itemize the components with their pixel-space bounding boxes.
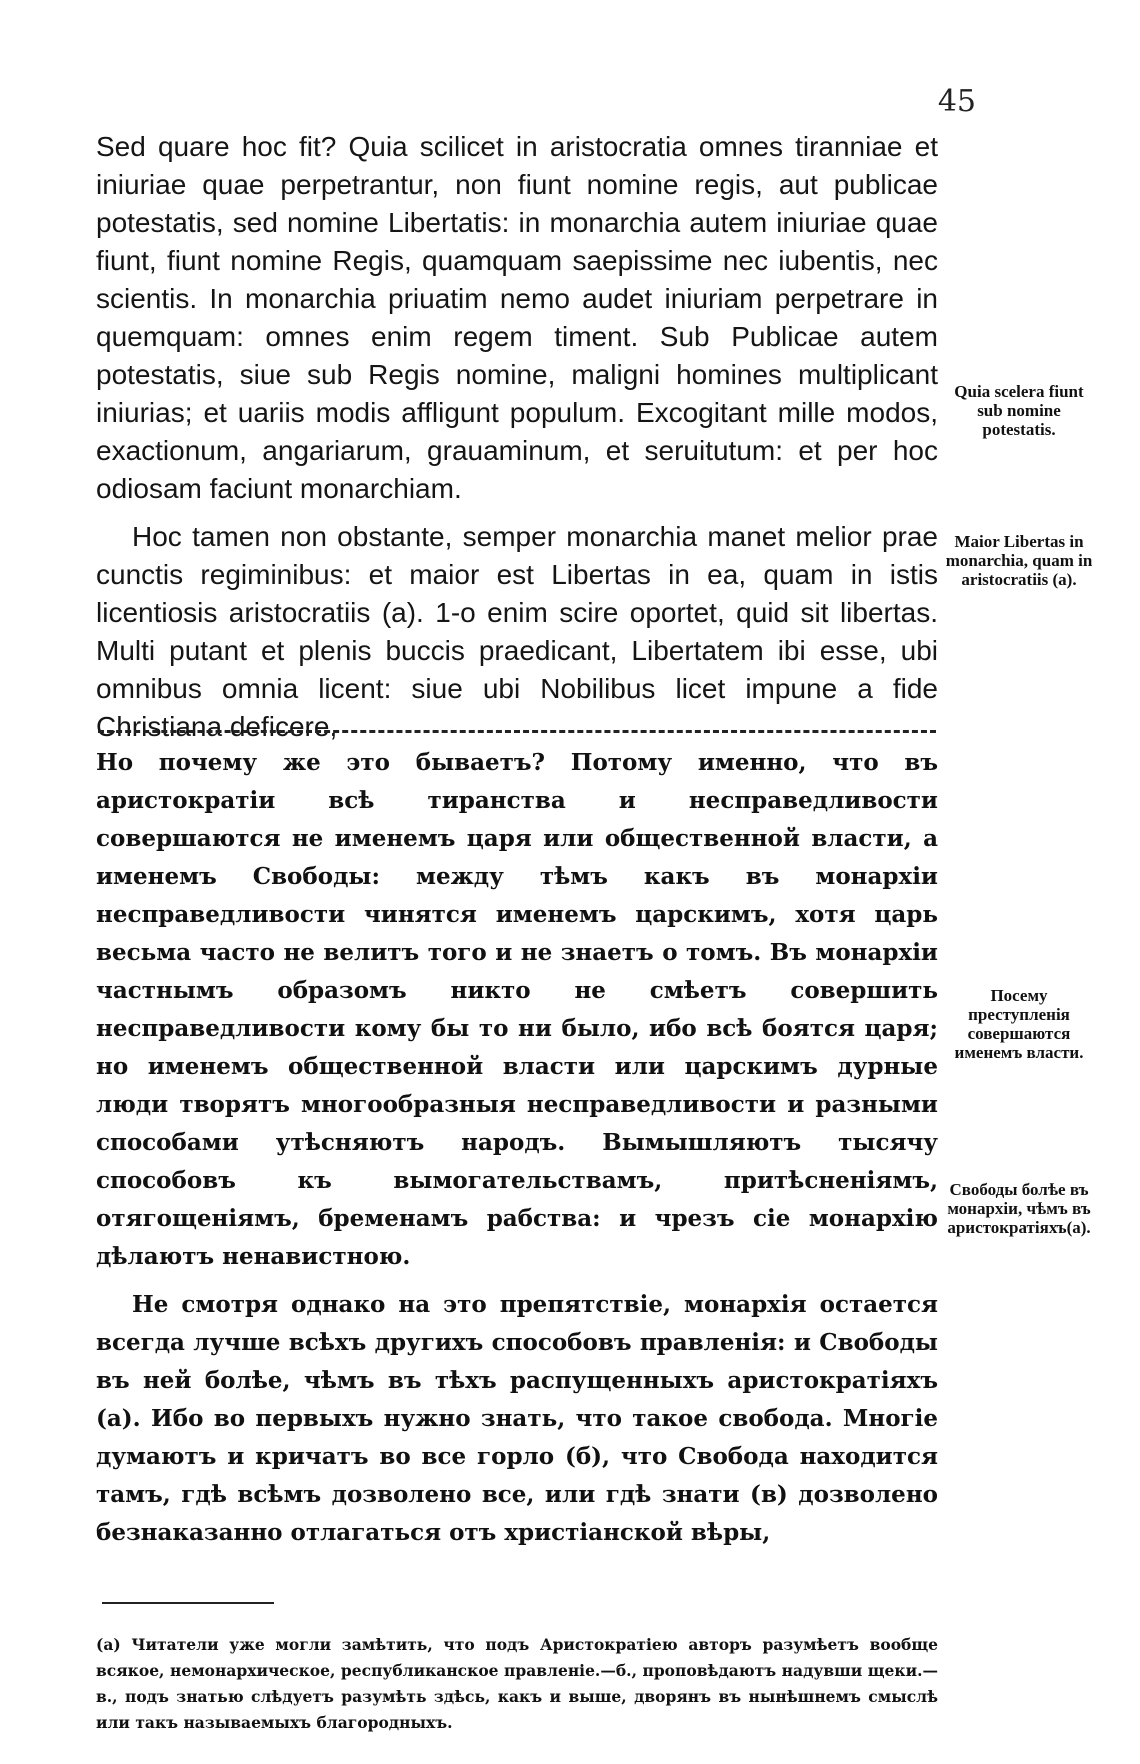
footnote-text: (а) Читатели уже могли замѣтить, что подъ Аристократіею авторъ разумѣетъ вообще всякое, немонархическое, республиканское правленіе.—б., проповѣдаютъ надувши щеки.—в., подъ знатью слѣдуетъ разумѣть здѣсь, какъ и выше, дворянъ въ нынѣшнемъ смыслѣ или такъ называемыхъ благородныхъ. — [96, 1635, 938, 1732]
latin-margin-note: Maior Libertas in monarchia, quam in aristocratiis (a). — [945, 532, 1093, 589]
russian-margin-note: Свободы болѣе въ монархіи, чѣмъ въ аристократіяхъ(а). — [947, 1180, 1091, 1237]
latin-margin-note: Quia scelera fiunt sub nomine potestatis. — [954, 382, 1084, 439]
latin-paragraph: Sed quare hoc fit? Quia scilicet in aristocratia omnes tiranniae et iniuriae quae perpetrantur, non fiunt nomine regis, aut publicae potestatis, sed nomine Libertatis: in monarchia autem iniuriae quae fiunt, fiunt nomine Regis, quamquam saepissime nec iubentis, nec scientis. In monarchia priuatim nemo audet iniuriam perpetrare in quemquam: omnes enim regem timent. Sub Publicae autem potestatis, siue sub Regis nomine, maligni homines multiplicant iniurias; et uariis modis affligunt populum. Excogitant mille modos, exactionum, angariarum, grauaminum, et seruitutum: et per hoc odiosam faciunt monarchiam. — [96, 131, 938, 504]
latin-text-block — [96, 128, 938, 746]
section-divider — [98, 730, 936, 733]
footnote-separator — [102, 1602, 274, 1604]
page-number: 45 — [937, 84, 976, 119]
russian-paragraph: Не смотря однако на это препятствіе, монархія остается всегда лучше всѣхъ другихъ способовъ правленія: и Свободы въ ней болѣе, чѣмъ въ тѣхъ распущенныхъ аристократіяхъ (а). Ибо во первыхъ нужно знать, что такое свобода. Многіе думаютъ и кричатъ во все горло (б), что Свобода находится тамъ, гдѣ всѣмъ дозволено все, или гдѣ знати (в) дозволено безнаказанно отлагаться отъ христіанской вѣры, — [96, 1291, 938, 1546]
russian-paragraph: Но почему же это бываетъ? Потому именно, что въ аристократіи всѣ тиранства и несправедливости совершаются не именемъ царя или общественной власти, а именемъ Свободы: между тѣмъ какъ въ монархіи несправедливости чинятся именемъ царскимъ, хотя царь весьма часто не велитъ того и не знаетъ о томъ. Въ монархіи частнымъ образомъ никто не смѣетъ совершить несправедливости кому бы то ни было, ибо всѣ боятся царя; но именемъ общественной власти или царскимъ дурные люди творятъ многообразныя несправедливости и разными способами утѣсняютъ народъ. Вымышляютъ тысячу способовъ къ вымогательствамъ, притѣсненіямъ, отягощеніямъ, бременамъ рабства: и чрезъ сіе монархію дѣлаютъ ненавистною. — [96, 749, 938, 1270]
russian-text-block — [96, 744, 938, 1552]
russian-margin-note: Посему преступленія совершаются именемъ власти. — [954, 986, 1084, 1062]
latin-paragraph: Hoc tamen non obstante, semper monarchia manet melior prae cunctis regiminibus: et maior est Libertas in ea, quam in istis licentiosis aristocratiis (a). 1-o enim scire oportet, quid sit libertas. Multi putant et plenis buccis praedicant, Libertatem ibi esse, ubi omnibus omnia licent: siue ubi Nobilibus licet impune a fide Christiana deficere, — [96, 521, 938, 742]
footnote — [96, 1632, 938, 1736]
